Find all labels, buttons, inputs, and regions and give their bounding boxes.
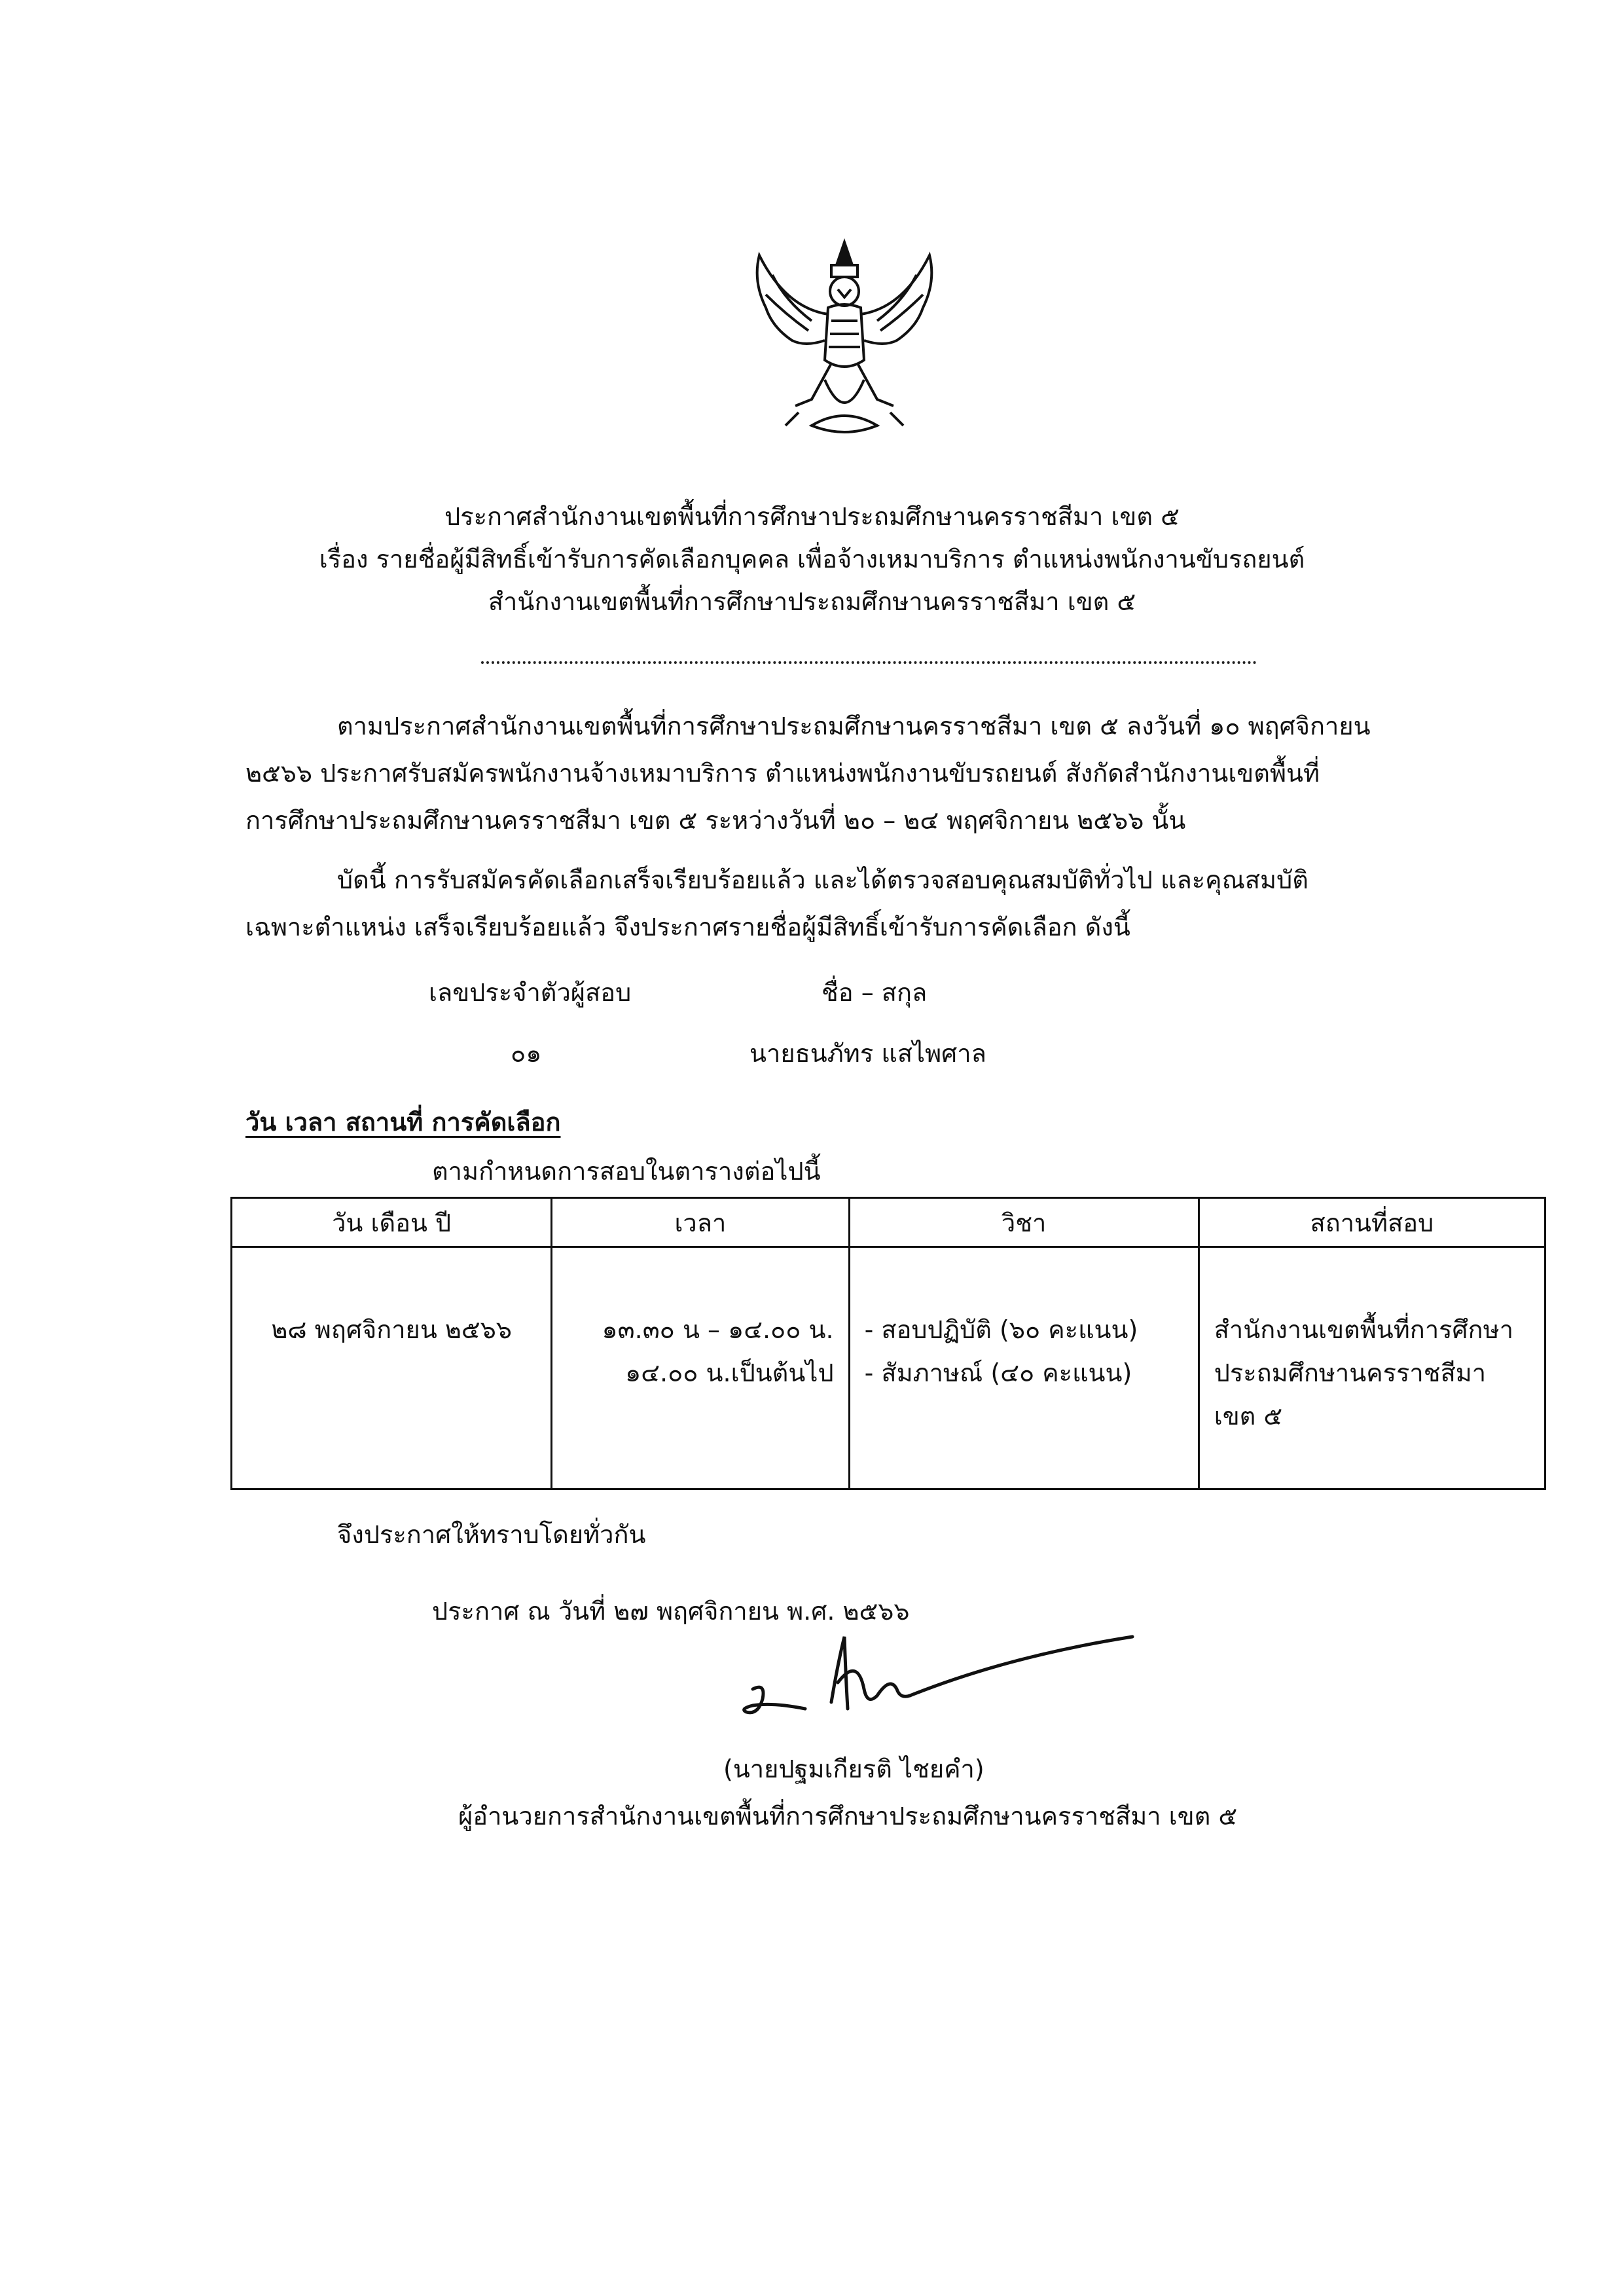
- para2-line2: เฉพาะตำแหน่ง เสร็จเรียบร้อยแล้ว จึงประกาศรายชื่อผู้มีสิทธิ์เข้ารับการคัดเลือก ดังนี้: [245, 913, 1130, 941]
- schedule-intro: ตามกำหนดการสอบในตารางต่อไปนี้: [432, 1157, 821, 1186]
- candidate-id-header: เลขประจำตัวผู้สอบ: [429, 978, 632, 1007]
- para1-line2: ๒๕๖๖ ประกาศรับสมัครพนักงานจ้างเหมาบริการ ตำแหน่งพนักงานขับรถยนต์ สังกัดสำนักงานเขตพื้นที่: [245, 759, 1320, 788]
- cell-date: [232, 1247, 552, 1489]
- header-place: สถานที่สอบ: [1199, 1198, 1545, 1247]
- cell-subject: [849, 1247, 1199, 1489]
- title-divider: [481, 661, 1257, 664]
- exam-subject-2: - สัมภาษณ์ (๔๐ คะแนน): [864, 1358, 1132, 1387]
- signer-title: ผู้อำนวยการสำนักงานเขตพื้นที่การศึกษาประถมศึกษานครราชสีมา เขต ๕: [458, 1802, 1238, 1831]
- exam-time-1: ๑๓.๓๐ น – ๑๔.๐๐ น.: [602, 1315, 834, 1344]
- exam-time-2: ๑๔.๐๐ น.เป็นต้นไป: [625, 1358, 834, 1387]
- header-time: เวลา: [552, 1198, 849, 1247]
- cell-place: [1199, 1247, 1545, 1489]
- header-date: วัน เดือน ปี: [232, 1198, 552, 1247]
- signer-name: (นายปฐมเกียรติ ไชยคำ): [723, 1755, 984, 1783]
- exam-place-1: สำนักงานเขตพื้นที่การศึกษา: [1214, 1315, 1514, 1344]
- garuda-emblem-icon: [733, 229, 956, 452]
- para2-line1: บัดนี้ การรับสมัครคัดเลือกเสร็จเรียบร้อยแล้ว และได้ตรวจสอบคุณสมบัติทั่วไป และคุณสมบัติ: [337, 866, 1308, 894]
- announcement-title: ประกาศสำนักงานเขตพื้นที่การศึกษาประถมศึกษานครราชสีมา เขต ๕: [444, 502, 1180, 531]
- schedule-header-row: [232, 1198, 1545, 1247]
- cell-time: [552, 1247, 849, 1489]
- exam-subject-1: - สอบปฏิบัติ (๖๐ คะแนน): [864, 1315, 1138, 1344]
- exam-place-2: ประถมศึกษานครราชสีมา: [1214, 1358, 1487, 1387]
- para1-line1: ตามประกาศสำนักงานเขตพื้นที่การศึกษาประถมศึกษานครราชสีมา เขต ๕ ลงวันที่ ๑๐ พฤศจิกายน: [337, 712, 1371, 740]
- schedule-row: [232, 1247, 1545, 1489]
- announce-line: จึงประกาศให้ทราบโดยทั่วกัน: [337, 1520, 646, 1549]
- announce-date: ประกาศ ณ วันที่ ๒๗ พฤศจิกายน พ.ศ. ๒๕๖๖: [432, 1597, 910, 1626]
- header-subject: วิชา: [849, 1198, 1199, 1247]
- schedule-heading: วัน เวลา สถานที่ การคัดเลือก: [245, 1108, 561, 1137]
- exam-place-3: เขต ๕: [1214, 1402, 1283, 1430]
- handwritten-signature: [733, 1617, 1139, 1755]
- candidate-name-header: ชื่อ – สกุล: [821, 978, 928, 1007]
- para1-line3: การศึกษาประถมศึกษานครราชสีมา เขต ๕ ระหว่างวันที่ ๒๐ – ๒๔ พฤศจิกายน ๒๕๖๖ นั้น: [245, 806, 1186, 835]
- exam-date: ๒๘ พฤศจิกายน ๒๕๖๖: [271, 1315, 512, 1344]
- announcement-office: สำนักงานเขตพื้นที่การศึกษาประถมศึกษานครราชสีมา เขต ๕: [488, 587, 1136, 616]
- schedule-table: [230, 1197, 1546, 1490]
- announcement-subject: เรื่อง รายชื่อผู้มีสิทธิ์เข้ารับการคัดเลือกบุคคล เพื่อจ้างเหมาบริการ ตำแหน่งพนักงานขับรถยนต์: [319, 545, 1305, 574]
- candidate-name: นายธนภัทร แสไพศาล: [749, 1039, 986, 1068]
- candidate-id: ๐๑: [511, 1039, 542, 1068]
